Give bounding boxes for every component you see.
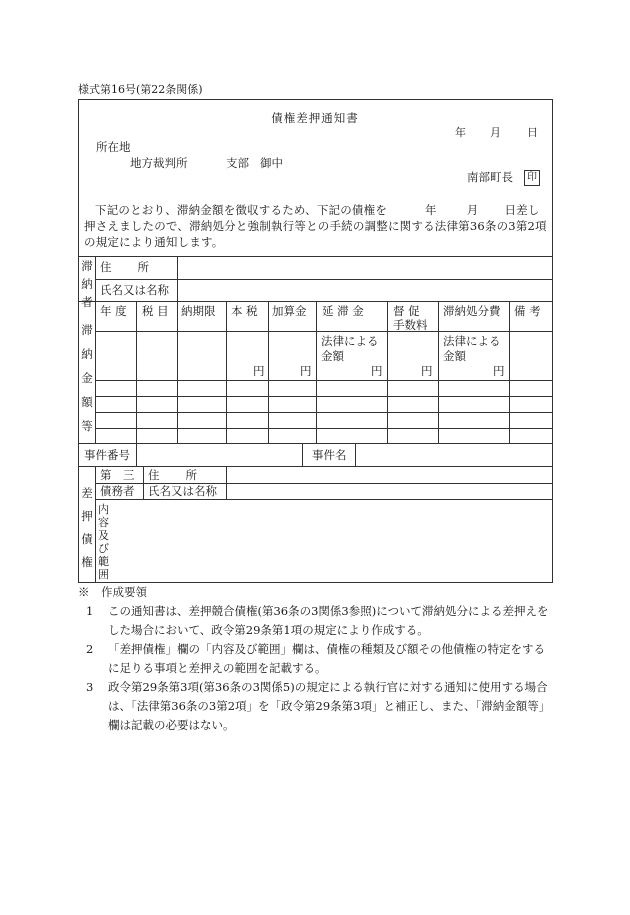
form-id: 様式第16号(第22条関係) [78, 83, 203, 96]
amounts-label: 滞 納 金 額 等 [81, 323, 93, 433]
yen-disposition: 円 [493, 364, 505, 378]
yen-demand: 円 [421, 364, 433, 378]
note-1-text: この通知書は、差押競合債権(第36条の3関係3参照)について滞納処分による差押えをした場合において、政令第29条第1項の規定により作成する。 [108, 604, 549, 637]
delinquent-address-label: 住 所 [100, 260, 150, 274]
col-late-fee: 延 滞 金 [322, 304, 364, 318]
court-label: 地方裁判所 [130, 156, 188, 170]
late-fee-legal-2: 金額 [321, 349, 344, 363]
third-party-2: 債務者 [100, 484, 135, 498]
body-part1: 下記のとおり、滞納金額を徴収するため、下記の債権を [95, 203, 388, 217]
col-principal: 本 税 [231, 304, 258, 318]
note-3-text: 政令第29条第3項(第36条の3関係5)の規定による執行官に対する通知に使用する場合は、「法律第36条の3第2項」を「政令第29条第3項」と補正し、また、「滞納金額等」欄は記載の必要はない。 [108, 680, 551, 732]
third-party-address-label: 住 所 [148, 468, 198, 482]
notes-heading: ※ 作成要領 [78, 585, 147, 599]
col-demand: 督 促 [393, 304, 420, 318]
garnished-label: 差 押 債 権 [81, 486, 93, 569]
date-year: 年 [455, 126, 466, 139]
yen-additional: 円 [300, 364, 312, 378]
scope-label: 内 容 及 び 範 囲 [98, 503, 109, 581]
note-2-num: 2 [86, 642, 94, 656]
note-3 [86, 678, 556, 735]
col-remarks: 備 考 [514, 304, 541, 318]
page-title: 債権差押通知書 [271, 111, 359, 125]
notice-body [84, 202, 550, 250]
disposition-legal-2: 金額 [443, 349, 466, 363]
col-demand-fee: 手数料 [393, 318, 428, 332]
case-number-label: 事件番号 [84, 448, 130, 462]
col-year: 年 度 [100, 304, 127, 318]
yen-late-fee: 円 [371, 364, 383, 378]
delinquent-name-label: 氏名又は名称 [100, 283, 169, 297]
disposition-legal-1: 法律による [443, 334, 501, 348]
sender-name: 南部町長 [467, 170, 513, 184]
note-1-num: 1 [86, 604, 94, 618]
col-disposition-cost: 滞納処分費 [443, 304, 501, 318]
case-name-label: 事件名 [312, 448, 347, 462]
body-month: 月 [466, 203, 479, 217]
body-part2: 日差し押さえましたので、滞納処分と強制執行等との手続の調整に関する法律第36条の3第2項の規定により通知します。 [84, 203, 547, 249]
note-2-text: 「差押債権」欄の「内容及び範囲」欄は、債権の種類及び額その他債権の特定をするに足りる事項と差押えの範囲を記載する。 [108, 642, 545, 675]
yen-principal: 円 [253, 364, 265, 378]
seal-mark: 印 [524, 170, 540, 186]
note-1 [86, 602, 556, 640]
col-additional: 加算金 [272, 304, 307, 318]
date-month: 月 [490, 126, 501, 139]
delinquent-label: 滞 納 者 [81, 259, 93, 309]
recipient-label: 御中 [260, 156, 283, 170]
date-day: 日 [527, 126, 538, 139]
branch-label: 支部 [226, 156, 249, 170]
note-3-num: 3 [86, 680, 94, 694]
note-2 [86, 640, 556, 678]
col-due-date: 納期限 [181, 304, 216, 318]
third-party-1: 第 三 [100, 468, 135, 482]
third-party-name-label: 氏名又は名称 [148, 484, 217, 498]
col-tax-item: 税 目 [142, 304, 169, 318]
late-fee-legal-1: 法律による [321, 334, 379, 348]
location-label: 所在地 [96, 140, 131, 154]
body-year: 年 [425, 203, 437, 217]
